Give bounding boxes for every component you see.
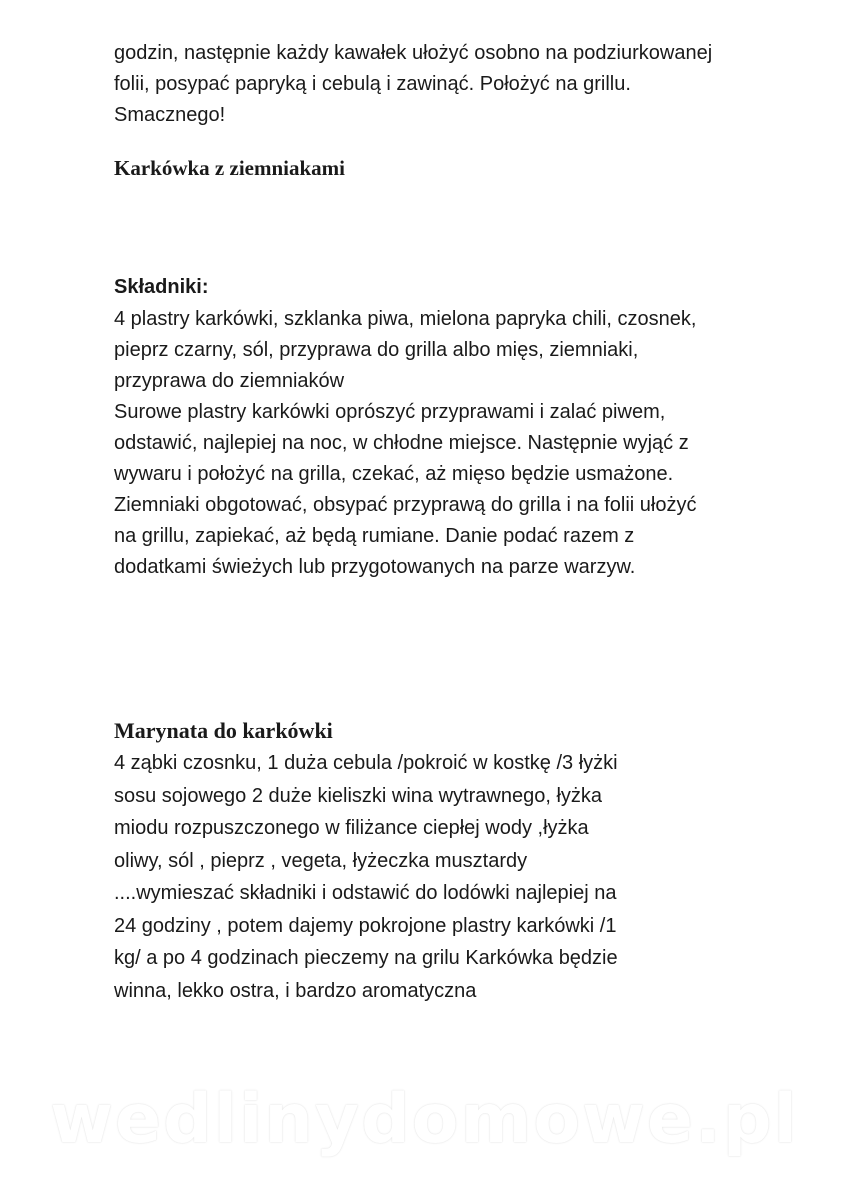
recipe2-body [114,747,618,1007]
text-line: 4 ząbki czosnku, 1 duża cebula /pokroić w kostkę /3 łyżki [114,752,618,774]
text-line: 4 plastry karkówki, szklanka piwa, mielona papryka chili, czosnek, [114,308,697,330]
recipe-title-karkowka-z-ziemniakami: Karkówka z ziemniakami [114,156,345,180]
recipe1-body [114,304,697,583]
text-line: miodu rozpuszczonego w filiżance ciepłej wody ,łyżka [114,817,589,839]
watermark: wedlinydomowe.pl [50,1080,799,1159]
text-line: sosu sojowego 2 duże kieliszki wina wytrawnego, łyżka [114,784,603,807]
text-line: przyprawa do ziemniaków [114,370,345,392]
text-line: wywaru i położyć na grilla, czekać, aż mięso będzie usmażone. [114,463,674,485]
text-line: pieprz czarny, sól, przyprawa do grilla albo mięs, ziemniaki, [114,339,639,361]
text-line: Surowe plastry karkówki oprószyć przyprawami i zalać piwem, [114,401,666,423]
text-line: ....wymieszać składniki i odstawić do lodówki najlepiej na [114,882,617,904]
text-line: Smacznego! [114,104,226,126]
text-line: dodatkami świeżych lub przygotowanych na parze warzyw. [114,556,636,578]
text-line: folii, posypać papryką i cebulą i zawinąć. Położyć na grillu. [114,73,631,95]
intro-paragraph [114,38,712,131]
text-line: Ziemniaki obgotować, obsypać przyprawą do grilla i na folii ułożyć [114,494,697,516]
text-line: godzin, następnie każdy kawałek ułożyć osobno na podziurkowanej [114,42,713,64]
ingredients-label: Składniki: [114,276,209,298]
recipe-title-marynata-do-karkowki: Marynata do karkówki [114,718,333,743]
text-line: kg/ a po 4 godzinach pieczemy na grilu Karkówka będzie [114,947,618,969]
text-line: odstawić, najlepiej na noc, w chłodne miejsce. Następnie wyjąć z [114,432,689,454]
text-line: oliwy, sól , pieprz , vegeta, łyżeczka musztardy [114,849,528,872]
text-line: winna, lekko ostra, i bardzo aromatyczna [114,979,477,1002]
text-line: 24 godziny , potem dajemy pokrojone plastry karkówki /1 [114,914,617,937]
text-line: na grillu, zapiekać, aż będą rumiane. Danie podać razem z [114,525,635,547]
